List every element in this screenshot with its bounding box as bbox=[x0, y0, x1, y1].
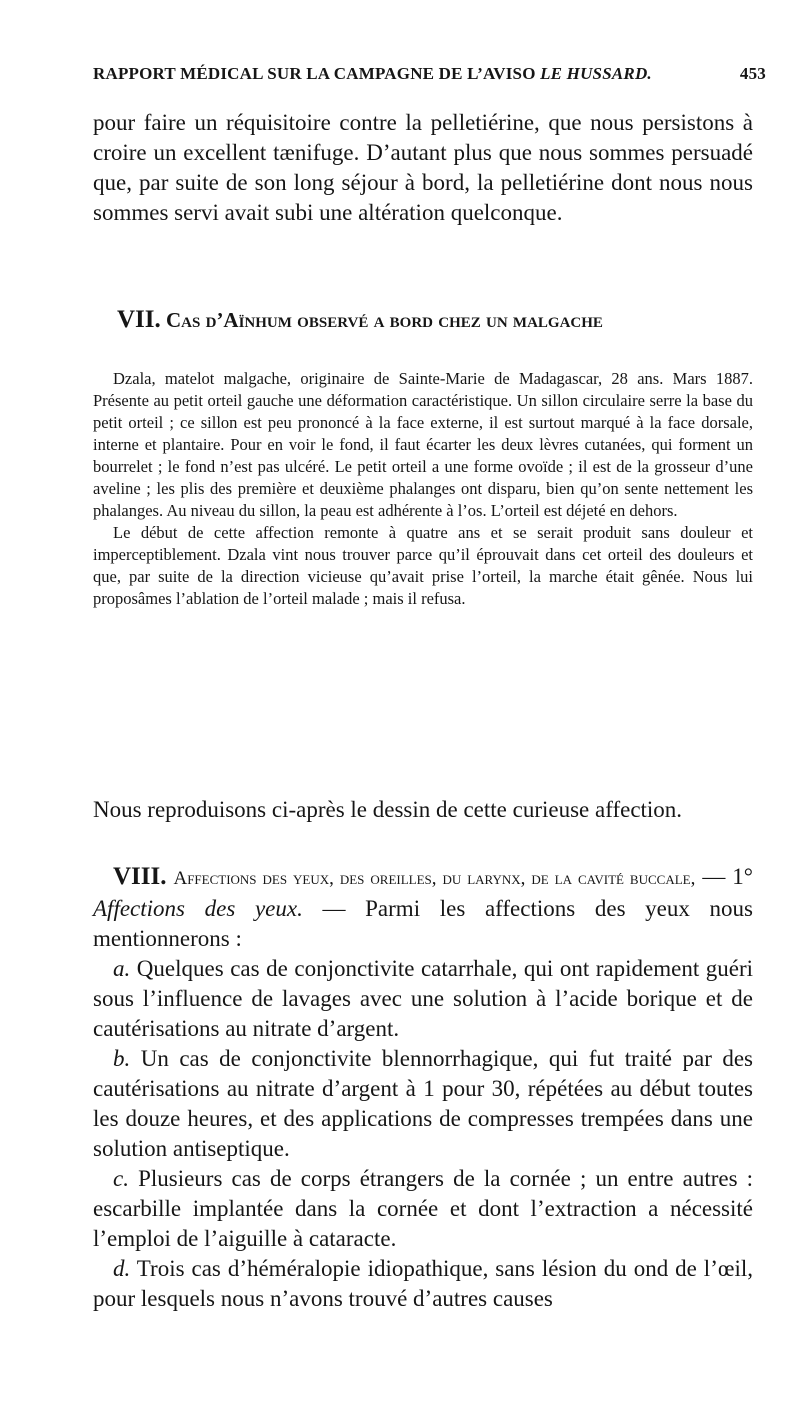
page-number: 453 bbox=[739, 64, 766, 83]
case-paragraph-1: Dzala, matelot malgache, originaire de Sainte-Marie de Madagascar, 28 ans. Mars 1887. Présente au petit orteil gauche une déformation caractéristique. Un sillon circulaire serre la base du petit orteil ; ce sillon est peu prononcé à la face externe, il est surtout marqué à la face dorsale, interne et plantaire. Pour en voir le fond, il faut écarter les deux lèvres cutanées, qui forment un bourrelet ; le fond n’est pas ulcéré. Le petit orteil a une forme ovoïde ; il est de la grosseur d’une aveline ; les plis des première et deuxième phalanges ont disparu, bien qu’on sente nettement les phalanges. Au niveau du sillon, la peau est adhérente à l’os. L’orteil est déjeté en dehors. bbox=[93, 369, 753, 520]
list-item-text: Trois cas d’héméralopie idiopathique, sans lésion du ond de l’œil, pour lesquels nous n’avons trouvé d’autres causes bbox=[93, 1256, 753, 1311]
section-7-heading bbox=[117, 306, 737, 334]
running-head bbox=[93, 64, 766, 84]
case-block bbox=[93, 368, 753, 610]
list-item-text: Quelques cas de conjonctivite catarrhale, qui ont rapidement guéri sous l’influence de lavages avec une solution à l’acide borique et de cautérisations au nitrate d’argent. bbox=[93, 956, 754, 1041]
list-item bbox=[93, 954, 753, 1044]
running-title-prefix: RAPPORT MÉDICAL SUR LA CAMPAGNE DE L’AVISO bbox=[93, 64, 536, 83]
running-title-ship: LE HUSSARD. bbox=[540, 64, 652, 83]
list-item bbox=[93, 1254, 753, 1314]
reproduction-paragraph: Nous reproduisons ci-après le dessin de cette curieuse affection. bbox=[93, 797, 683, 822]
section-8-title: Affections des yeux, des oreilles, du larynx, de la cavité buccale, bbox=[173, 868, 696, 889]
list-item-label: c. bbox=[113, 1166, 129, 1191]
list-item-text: Plusieurs cas de corps étrangers de la cornée ; un entre autres : escarbille implantée dans la cornée et dont l’extraction a nécessité l’emploi de l’aiguille à cataracte. bbox=[93, 1166, 754, 1251]
section-8-lead-text: Parmi les affections des yeux nous mentionnerons : bbox=[93, 896, 753, 951]
section-7-title: Cas d’Aïnhum observé a bord chez un malgache bbox=[166, 308, 603, 332]
subsection-1-title: Affections des yeux. bbox=[93, 896, 303, 921]
subsection-1-number: 1° bbox=[732, 864, 753, 889]
section-8-intro bbox=[93, 862, 753, 954]
reproduction-block bbox=[93, 795, 753, 825]
section-7-number: VII. bbox=[117, 306, 161, 333]
section-8-block bbox=[93, 862, 753, 1314]
running-title bbox=[93, 64, 652, 84]
case-paragraph-2: Le début de cette affection remonte à quatre ans et se serait produit sans douleur et imperceptiblement. Dzala vint nous trouver parce qu’il éprouvait dans cet orteil des douleurs et que, par suite de la direction vicieuse qu’avait prise l’orteil, la marche était gênée. Nous lui proposâmes l’ablation de l’orteil malade ; mais il refusa. bbox=[93, 523, 753, 608]
list-item-label: d. bbox=[113, 1256, 131, 1281]
section-8-dash-1: — bbox=[695, 864, 733, 889]
section-8-number: VIII. bbox=[113, 863, 167, 890]
list-item-text: Un cas de conjonctivite blennorrhagique, qui fut traité par des cautérisations au nitrate d’argent à 1 pour 30, répétées au début toutes les douze heures, et des applications de compresses trempées dans une solution antiseptique. bbox=[93, 1046, 754, 1161]
intro-block bbox=[93, 108, 753, 228]
intro-paragraph: pour faire un réquisitoire contre la pelletiérine, que nous persistons à croire un excellent tænifuge. D’autant plus que nous sommes persuadé que, par suite de son long séjour à bord, la pelletiérine dont nous nous sommes servi avait subi une altération quelconque. bbox=[93, 110, 753, 225]
list-item-label: a. bbox=[113, 956, 131, 981]
list-item bbox=[93, 1164, 753, 1254]
section-8-dash-2: — bbox=[302, 896, 366, 921]
list-item bbox=[93, 1044, 753, 1164]
list-item-label: b. bbox=[113, 1046, 131, 1071]
